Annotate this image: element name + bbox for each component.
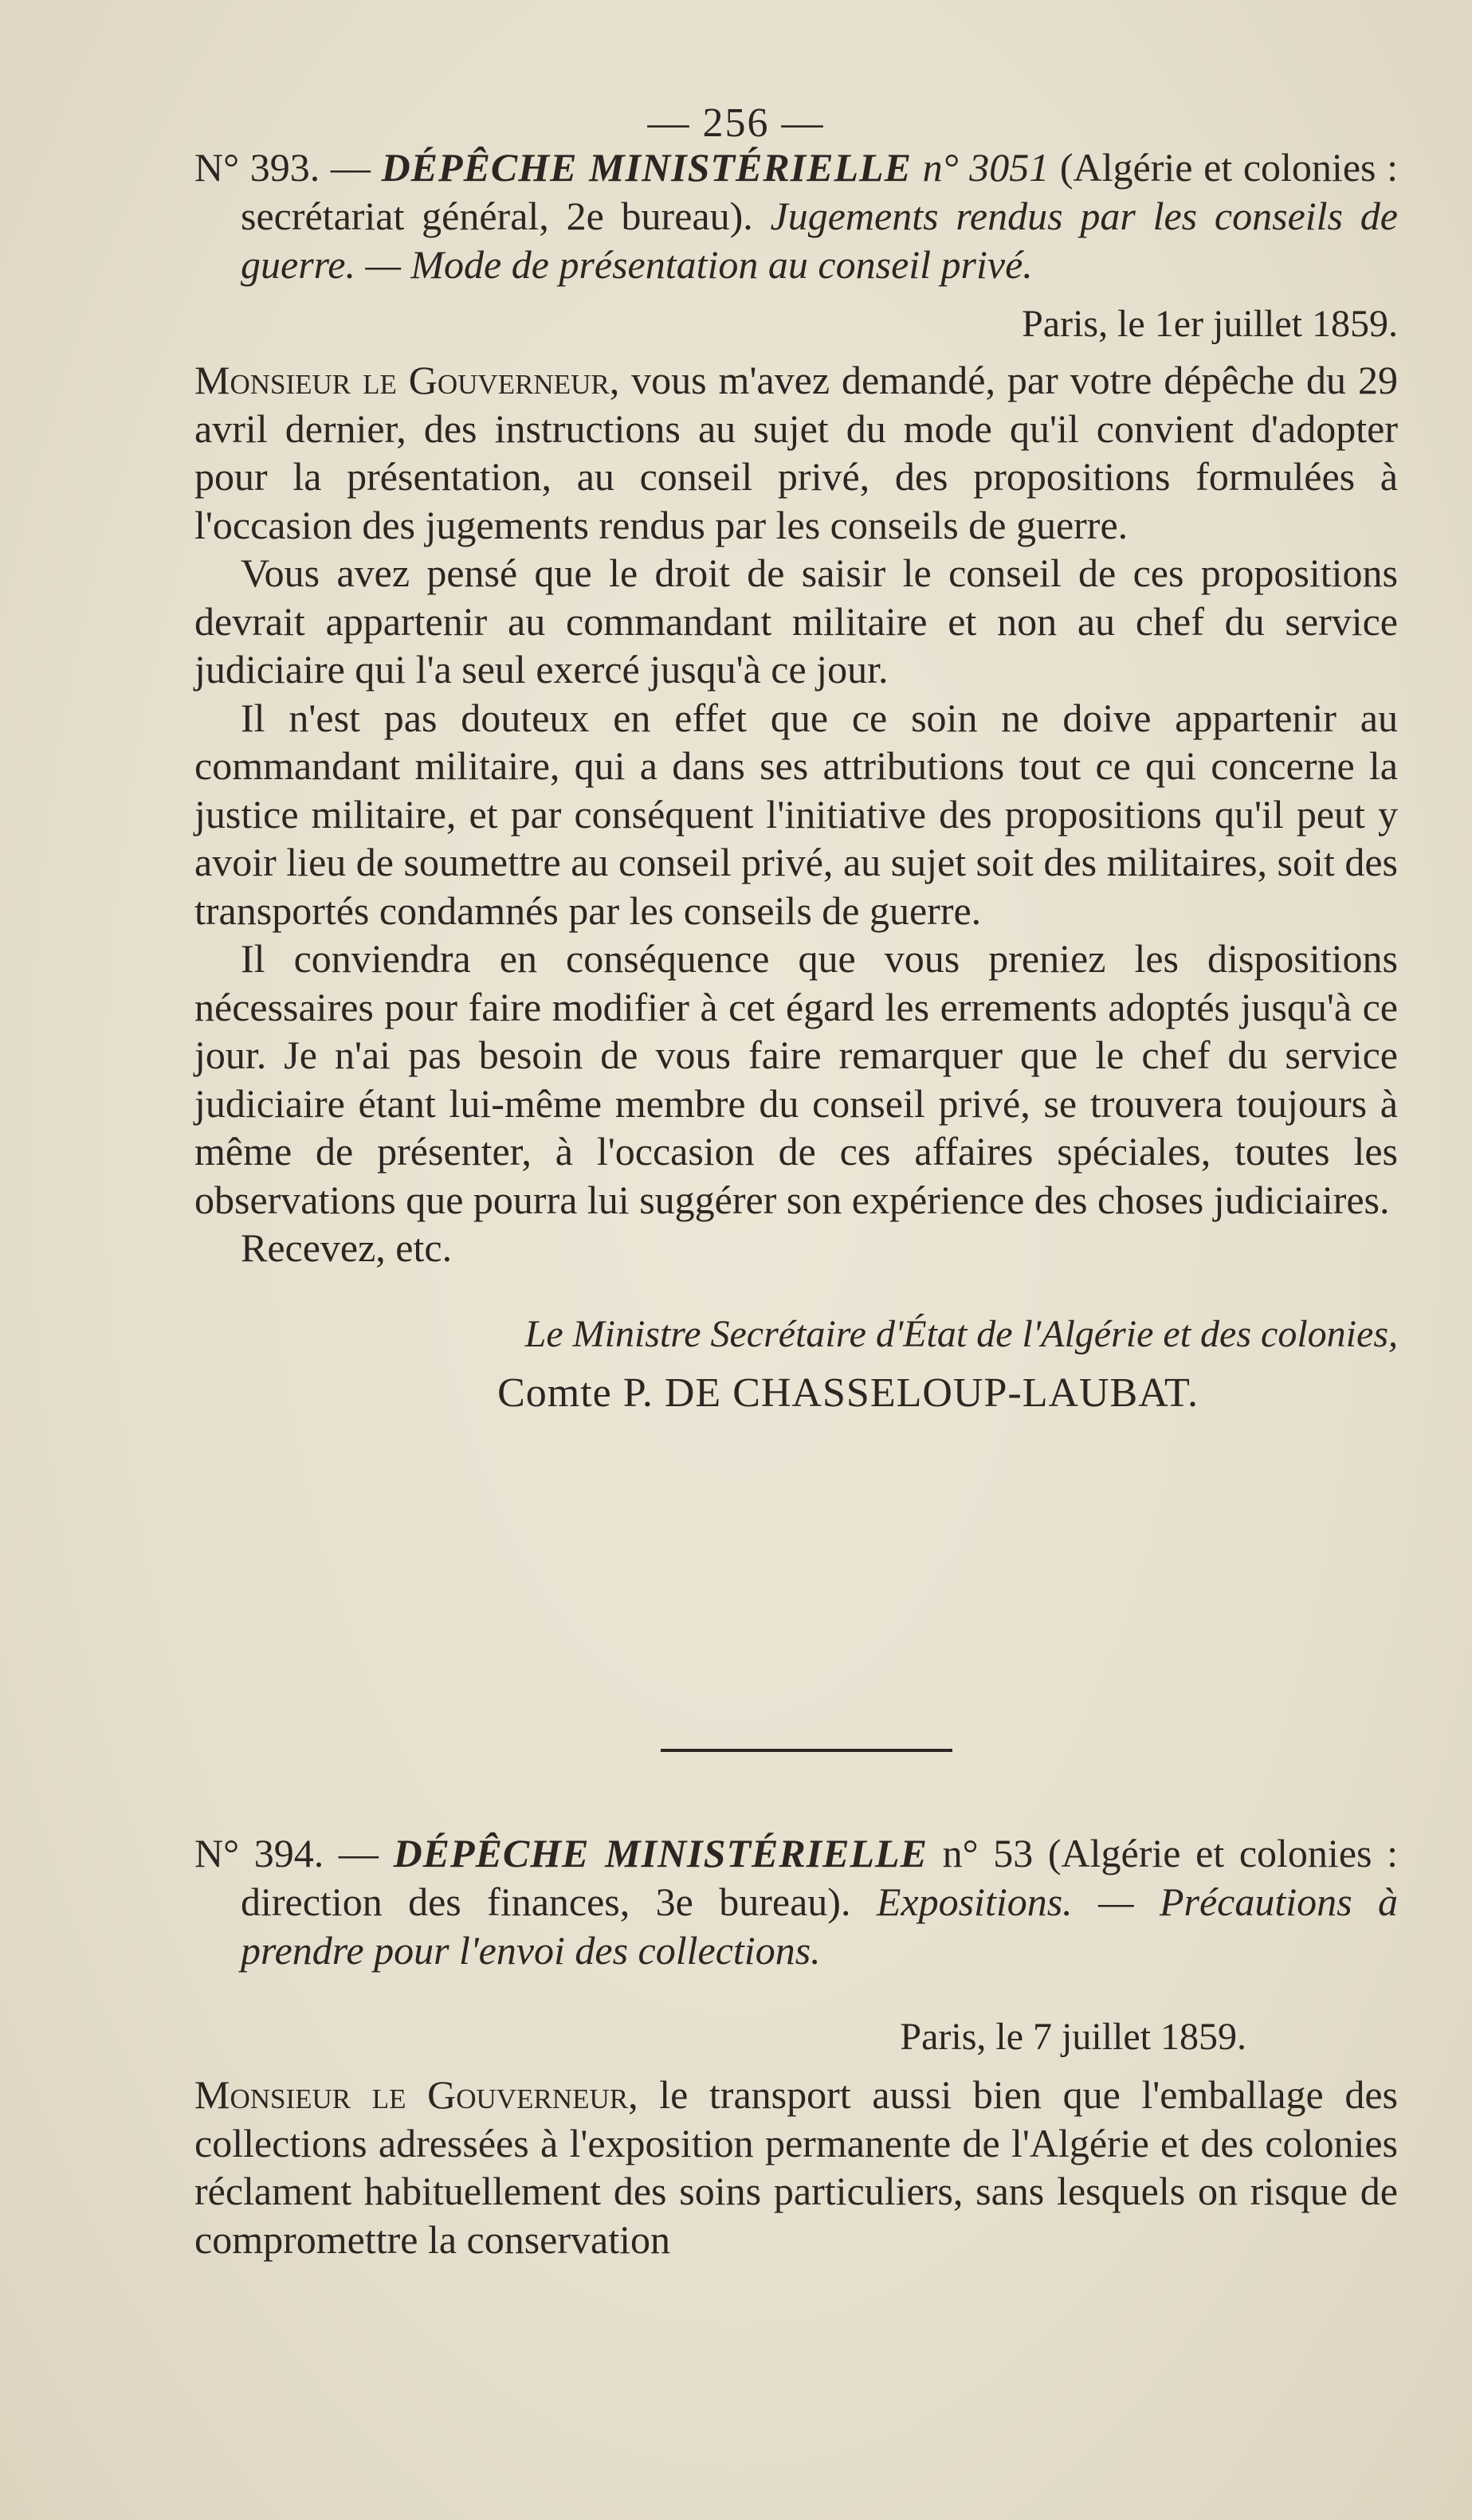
dispatch-subject: Jugements rendus par les conseils de guerre. — Mode de présentation au conseil privé. [241, 194, 1398, 287]
paragraph: Monsieur le Gouverneur, vous m'avez demandé, par votre dépêche du 29 avril dernier, des instructions au sujet du mode qu'il convient d'adopter pour la présentation, au conseil privé, des propositions formulées à l'occasion des jugements rendus par les conseils de guerre. [194, 358, 1398, 547]
signature-name: Comte P. DE CHASSELOUP-LAUBAT. [497, 1370, 1199, 1416]
dateline: Paris, le 1er juillet 1859. [1022, 303, 1398, 345]
dispatch-ref: n° 53 [927, 1831, 1048, 1875]
dispatch-origin: (Algérie et colonies : direction des finances, 3e bureau). [241, 1831, 1399, 1924]
paragraph: Monsieur le Gouverneur, le transport aussi bien que l'emballage des collections adressées à l'exposition permanente de l'Algérie et des colonies réclament habituellement des soins particuliers, sans lesquels on risque de compromettre la conservation [194, 2072, 1399, 2262]
entry-heading: N° 393. — DÉPÊCHE MINISTÉRIELLE n° 3051 (Algérie et colonies : secrétariat général, 2e bureau). Jugements rendus par les conseils de guerre. — Mode de présentation au conseil privé. [194, 145, 1399, 287]
dispatch-subject: Expositions. — Précautions à prendre pour l'envoi des collections. [241, 1879, 1398, 1973]
entry-394 [194, 1829, 1398, 2263]
signature-title: Le Ministre Secrétaire d'État de l'Algérie et des colonies, [524, 1312, 1398, 1355]
paragraph: Recevez, etc. [241, 1225, 453, 1270]
salutation: Monsieur le Gouverneur [194, 2072, 629, 2117]
dispatch-ref: n° 3051 [911, 145, 1060, 190]
dispatch-title: DÉPÊCHE MINISTÉRIELLE [381, 145, 912, 190]
entry-heading: N° 394. — DÉPÊCHE MINISTÉRIELLE n° 53 (Algérie et colonies : direction des finances, 3e bureau). Expositions. — Précautions à prendre pour l'envoi des collections. [194, 1831, 1399, 1973]
dispatch-title: DÉPÊCHE MINISTÉRIELLE [393, 1831, 928, 1875]
dateline: Paris, le 7 juillet 1859. [900, 2016, 1246, 2058]
paragraph: Il n'est pas douteux en effet que ce soin ne doive appartenir au commandant militaire, qui a dans ses attributions tout ce qui concerne la justice militaire, et par conséquent l'initiative des propositions qu'il peut y avoir lieu de soumettre au conseil privé, au sujet soit des militaires, soit des transportés condamnés par les conseils de guerre. [194, 695, 1398, 933]
section-divider [661, 1749, 952, 1752]
entry-number: N° 393. [194, 145, 320, 190]
entry-393 [194, 143, 1398, 1421]
entry-number: N° 394. [194, 1831, 324, 1875]
page-number: — 256 — [647, 100, 825, 146]
salutation: Monsieur le Gouverneur [194, 358, 610, 402]
dispatch-origin: (Algérie et colonies : secrétariat général, 2e bureau). [241, 145, 1399, 238]
paragraph: Vous avez pensé que le droit de saisir le conseil de ces propositions devrait appartenir au commandant militaire et non au chef du service judiciaire qui l'a seul exercé jusqu'à ce jour. [194, 551, 1398, 692]
paragraph: Il conviendra en conséquence que vous preniez les dispositions nécessaires pour faire modifier à cet égard les errements adoptés jusqu'à ce jour. Je n'ai pas besoin de vous faire remarquer que le chef du service judiciaire étant lui-même membre du conseil privé, se trouvera toujours à même de présenter, à l'occasion de ces affaires spéciales, toutes les observations que pourra lui suggérer son expérience des choses judiciaires. [194, 936, 1398, 1222]
